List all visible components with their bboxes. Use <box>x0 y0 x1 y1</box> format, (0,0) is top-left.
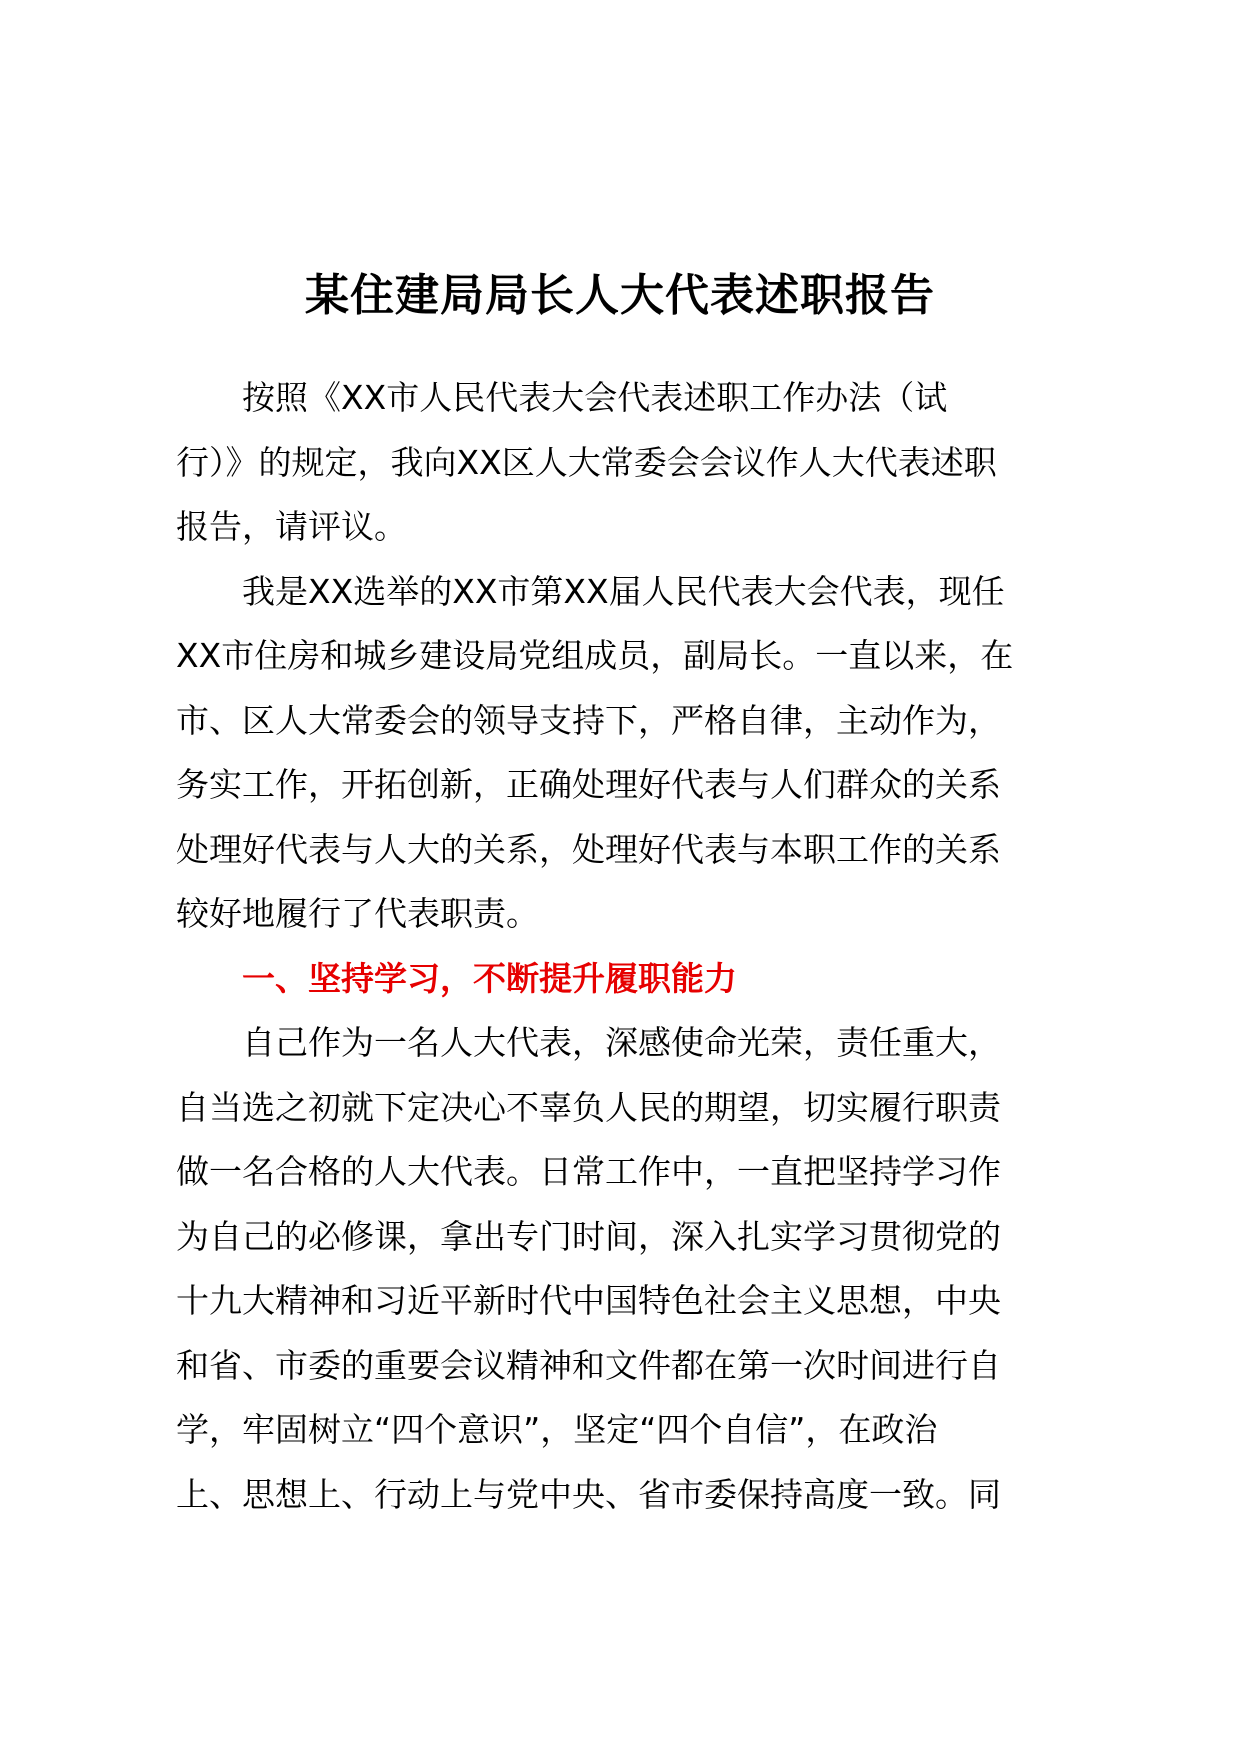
paragraph-line: 行）》的规定，我向XX区人大常委会会议作人大代表述职 <box>176 442 997 482</box>
paragraph-line: 十九大精神和习近平新时代中国特色社会主义思想，中央 <box>176 1281 1001 1320</box>
paragraph-line: 为自己的必修课，拿出专门时间，深入扎实学习贯彻党的 <box>176 1216 1001 1256</box>
document-body <box>176 366 1092 1527</box>
paragraph-line: 较好地履行了代表职责。 <box>176 894 539 933</box>
paragraph-line: 学，牢固树立“四个意识”，坚定“四个自信”，在政治 <box>176 1410 938 1449</box>
paragraph-line: 自当选之初就下定决心不辜负人民的期望，切实履行职责 <box>176 1087 1001 1127</box>
paragraph-line: 和省、市委的重要会议精神和文件都在第一次时间进行自 <box>176 1345 1001 1385</box>
paragraph-line: 自己作为一名人大代表，深感使命光荣，责任重大， <box>242 1023 1001 1062</box>
paragraph-line: 我是XX选举的XX市第XX届人民代表大会代表，现任 <box>242 571 1005 611</box>
paragraph-line: 上、思想上、行动上与党中央、省市委保持高度一致。同 <box>176 1474 1001 1514</box>
document-title: 某住建局局长人大代表述职报告 <box>305 270 935 321</box>
paragraph-line: 务实工作，开拓创新，正确处理好代表与人们群众的关系 <box>176 765 1001 804</box>
paragraph-line: 市、区人大常委会的领导支持下，严格自律，主动作为， <box>176 700 1001 740</box>
paragraph-line: 处理好代表与人大的关系，处理好代表与本职工作的关系 <box>176 829 1001 869</box>
paragraph-line: 做一名合格的人大代表。日常工作中，一直把坚持学习作 <box>176 1152 1001 1191</box>
section-heading: 一、坚持学习，不断提升履职能力 <box>242 958 737 998</box>
paragraph-line: 按照《XX市人民代表大会代表述职工作办法（试 <box>242 378 948 417</box>
paragraph-line: XX市住房和城乡建设局党组成员，副局长。一直以来，在 <box>176 636 1014 675</box>
paragraph-line: 报告，请评议。 <box>176 507 407 546</box>
